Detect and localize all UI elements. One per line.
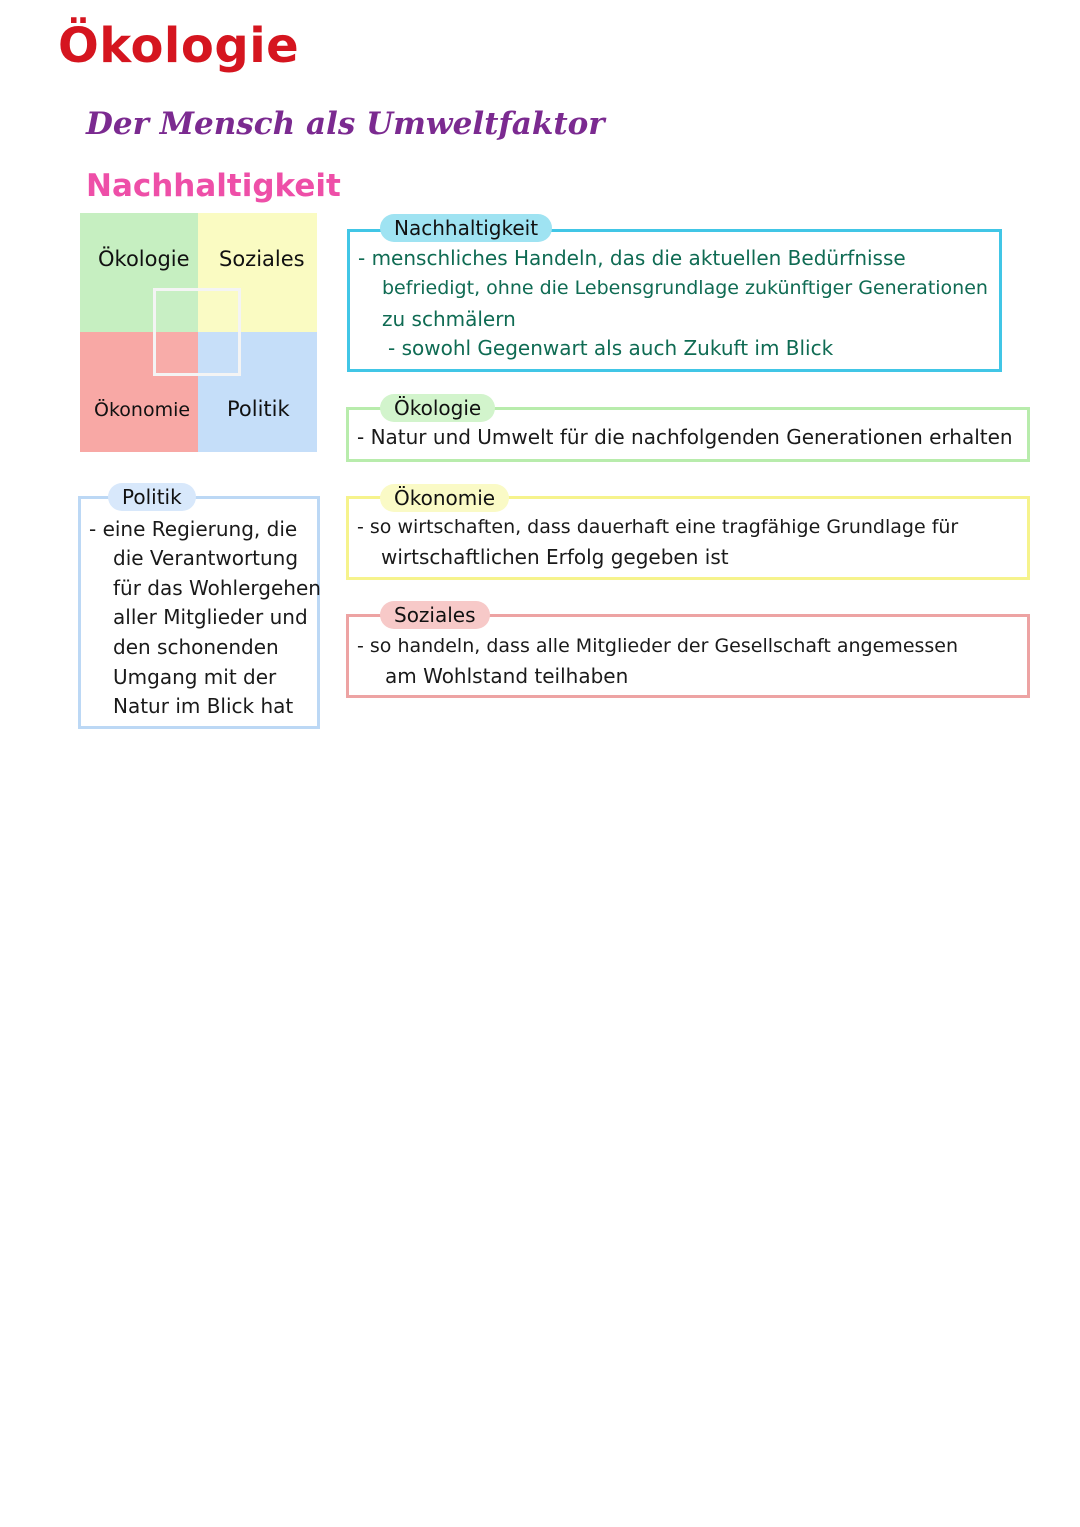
definition-line: - so handeln, dass alle Mitglieder der Gesellschaft angemessen <box>357 635 959 657</box>
page-subtitle: Der Mensch als Umweltfaktor <box>86 106 605 142</box>
definition-line: - Natur und Umwelt für die nachfolgenden Generationen erhalten <box>357 425 1013 449</box>
definition-box-politik <box>78 496 320 729</box>
definition-line: am Wohlstand teilhaben <box>385 664 629 688</box>
page-title: Ökologie <box>58 18 300 74</box>
definition-line: - eine Regierung, die <box>89 517 298 541</box>
quadrant-label-oekonomie: Ökonomie <box>94 399 191 421</box>
definition-line: Umgang mit der <box>113 665 277 689</box>
quadrant-label-soziales: Soziales <box>219 247 305 271</box>
tag-oekonomie: Ökonomie <box>380 484 509 512</box>
definition-line: die Verantwortung <box>113 546 299 570</box>
definition-line: befriedigt, ohne die Lebensgrundlage zukünftiger Generationen <box>382 277 988 299</box>
tag-politik: Politik <box>108 483 196 511</box>
sustainability-quadrant-diagram <box>80 213 317 452</box>
definition-line: für das Wohlergehen <box>113 576 321 600</box>
definition-line: zu schmälern <box>382 307 516 331</box>
definition-line: - sowohl Gegenwart als auch Zukuft im Blick <box>388 336 834 360</box>
definition-line: - so wirtschaften, dass dauerhaft eine tragfähige Grundlage für <box>357 516 959 538</box>
definition-line: wirtschaftlichen Erfolg gegeben ist <box>381 545 729 569</box>
quadrant-center-square <box>153 288 241 376</box>
section-heading: Nachhaltigkeit <box>86 168 341 204</box>
definition-line: aller Mitglieder und <box>113 605 308 629</box>
definition-line: den schonenden <box>113 635 279 659</box>
quadrant-label-oekologie: Ökologie <box>98 247 190 271</box>
tag-oekologie: Ökologie <box>380 394 495 422</box>
tag-nachhaltigkeit: Nachhaltigkeit <box>380 214 552 242</box>
definition-line: Natur im Blick hat <box>113 694 294 718</box>
tag-soziales: Soziales <box>380 601 490 629</box>
quadrant-label-politik: Politik <box>227 397 290 421</box>
definition-box-nachhaltigkeit <box>347 229 1002 372</box>
definition-line: - menschliches Handeln, das die aktuellen Bedürfnisse <box>358 246 906 270</box>
